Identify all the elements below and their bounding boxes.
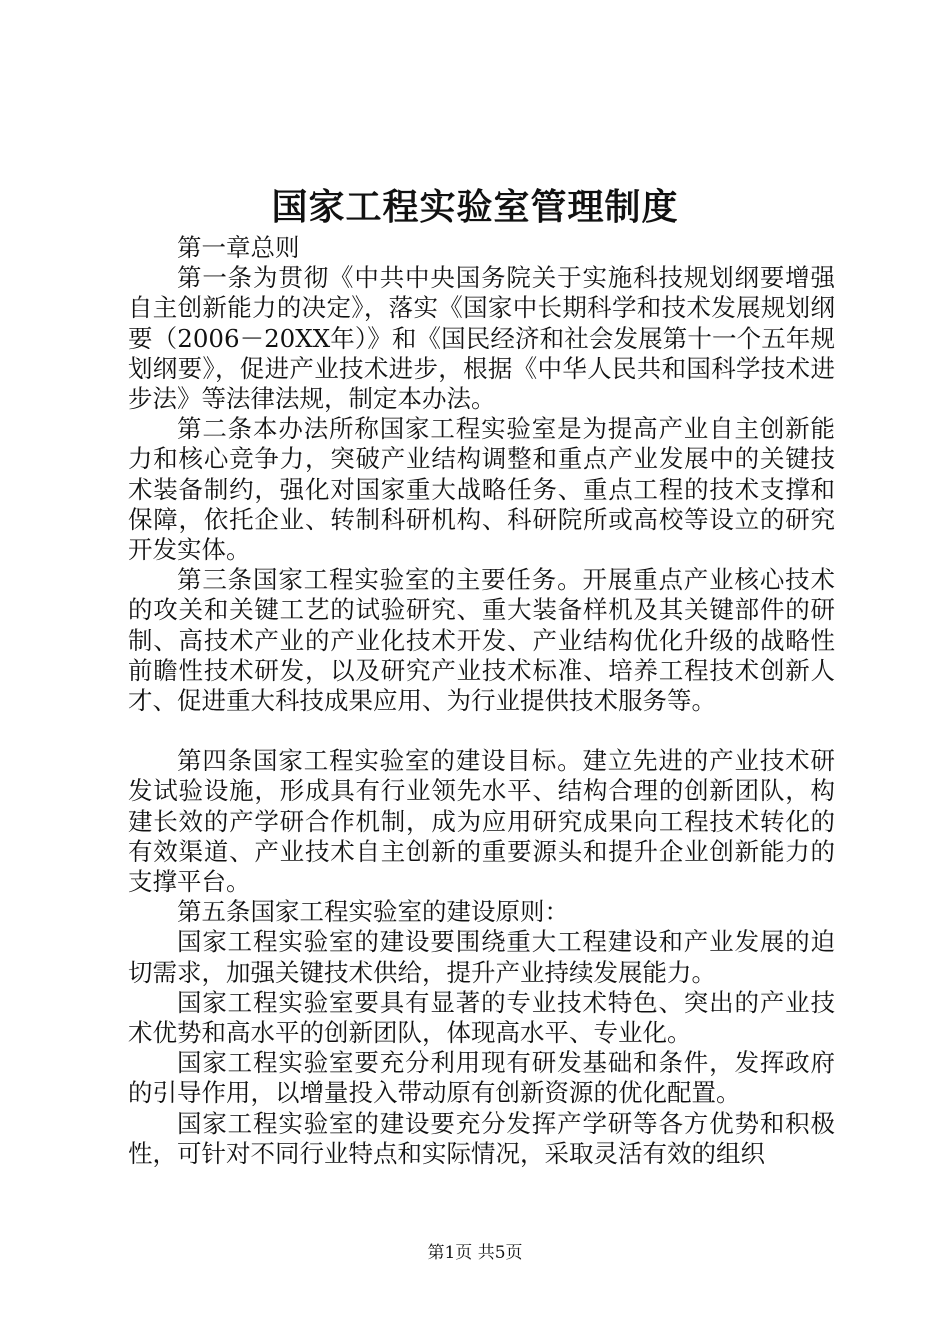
- article-3: 第三条国家工程实验室的主要任务。开展重点产业核心技术的攻关和关键工艺的试验研究、重大装备样机及其关键部件的研制、高技术产业的产业化技术开发、产业结构优化升级的战略性前瞻性技术研发，以及研究产业技术标准、培养工程技术创新人才、促进重大科技成果应用、为行业提供技术服务等。: [128, 565, 835, 716]
- principle-3: 国家工程实验室要充分利用现有研发基础和条件，发挥政府的引导作用，以增量投入带动原有创新资源的优化配置。: [128, 1048, 835, 1108]
- document-title: 国家工程实验室管理制度: [271, 186, 679, 228]
- page-number-footer: 第1页 共5页: [427, 1243, 523, 1263]
- chapter-heading: 第一章总则: [177, 233, 300, 262]
- article-2: 第二条本办法所称国家工程实验室是为提高产业自主创新能力和核心竞争力，突破产业结构调整和重点产业发展中的关键技术装备制约，强化对国家重大战略任务、重点工程的技术支撑和保障，依托企业、转制科研机构、科研院所或高校等设立的研究开发实体。: [128, 414, 835, 565]
- article-5: 第五条国家工程实验室的建设原则：: [177, 897, 569, 927]
- principle-2: 国家工程实验室要具有显著的专业技术特色、突出的产业技术优势和高水平的创新团队，体现高水平、专业化。: [128, 987, 835, 1048]
- paragraph-gap: [128, 716, 835, 746]
- principle-4: 国家工程实验室的建设要充分发挥产学研等各方优势和积极性，可针对不同行业特点和实际情况，采取灵活有效的组织: [128, 1108, 835, 1168]
- article-4: 第四条国家工程实验室的建设目标。建立先进的产业技术研发试验设施，形成具有行业领先水平、结构合理的创新团队，构建长效的产学研合作机制，成为应用研究成果向工程技术转化的有效渠道、产业技术自主创新的重要源头和提升企业创新能力的支撑平台。: [128, 746, 835, 897]
- document-body: [128, 233, 835, 1169]
- principle-1: 国家工程实验室的建设要围绕重大工程建设和产业发展的迫切需求，加强关键技术供给，提升产业持续发展能力。: [128, 927, 835, 987]
- article-1: 第一条为贯彻《中共中央国务院关于实施科技规划纲要增强自主创新能力的决定》，落实《国家中长期科学和技术发展规划纲要（2006－20XX年）》和《国民经济和社会发展第十一个五年规划纲要》，促进产业技术进步，根据《中华人民共和国科学技术进步法》等法律法规，制定本办法。: [128, 263, 835, 414]
